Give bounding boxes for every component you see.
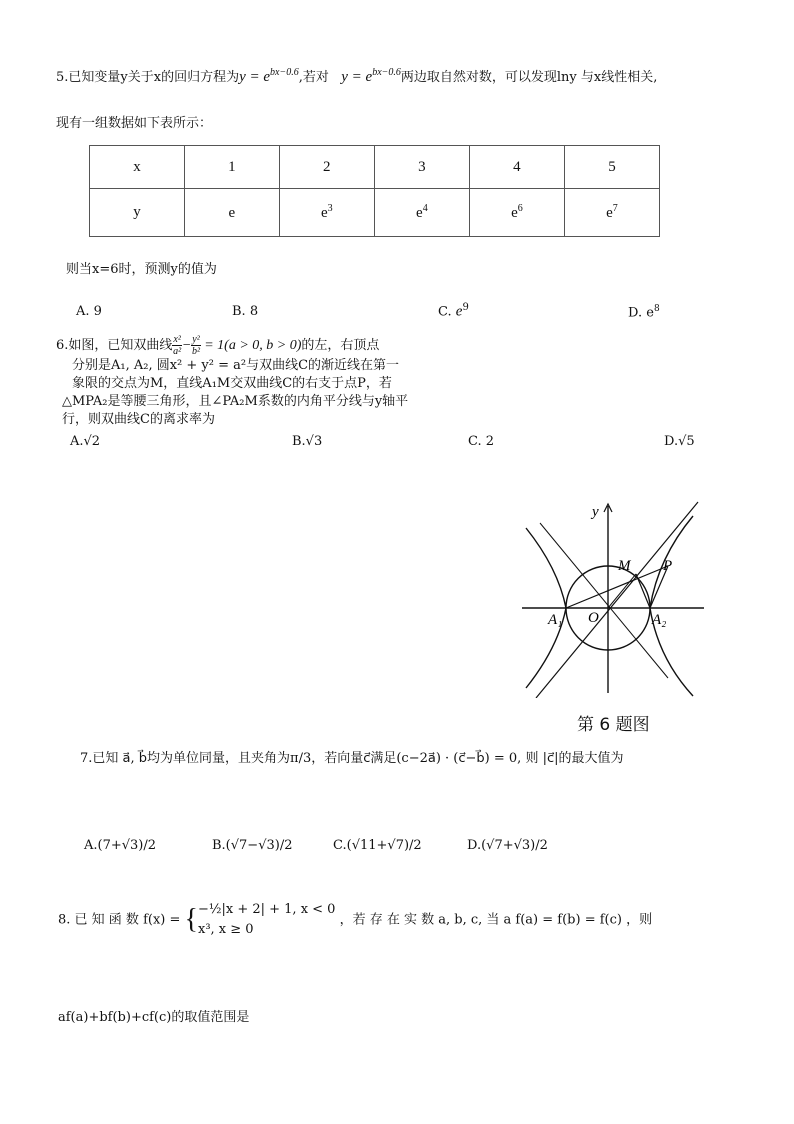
q8-brace: { — [184, 904, 198, 935]
q6-option-c: C. 2 — [468, 434, 495, 449]
table-cell: 5 — [564, 146, 659, 189]
q5-text-2: ,若对 — [298, 70, 329, 85]
label-p: P — [663, 558, 673, 574]
q6-option-a: A.√2 — [70, 434, 101, 449]
q5-question: 则当x=6时，预测y的值为 — [66, 262, 217, 277]
frac-den: b² — [192, 346, 201, 358]
q8-line1 — [58, 900, 652, 940]
y-base: e — [606, 205, 613, 222]
q5-option-b: B. 8 — [232, 304, 259, 319]
q5-equation-1 — [239, 69, 299, 85]
q7-option-b: B.(√7−√3)/2 — [212, 838, 293, 853]
q8-text-1: 8. 已 知 函 数 f(x) = — [58, 912, 181, 928]
label-o: O — [588, 610, 599, 626]
q5-option-d — [628, 304, 660, 320]
q7-line: 7.已知 a⃗, b⃗均为单位同量，且夹角为π/3，若向量c⃗满足(c−2a⃗) · (c⃗−b⃗) = 0, 则 |c⃗|的最大值为 — [80, 751, 624, 766]
hyperbola-right-branch — [650, 516, 693, 696]
label-y: y — [592, 504, 599, 520]
q5-eq2-exp: bx−0.6 — [372, 67, 401, 78]
table-cell — [374, 189, 469, 237]
q5-option-c — [438, 302, 469, 320]
y-base: e — [416, 205, 423, 222]
q7-option-a: A.(7+√3)/2 — [84, 838, 157, 853]
q6-line4: △MPA₂是等腰三角形，且∠PA₂M系数的内角平分线与y轴平 — [62, 394, 409, 409]
y-base: e — [320, 205, 328, 222]
q8-piecewise — [198, 900, 335, 940]
y-base: e — [228, 205, 236, 222]
frac-den: a² — [173, 346, 182, 358]
q6-option-d: D.√5 — [664, 434, 695, 449]
frac-num: x² — [173, 334, 181, 346]
q5-text-3: 两边取自然对数，可以发现lny 与x线性相关, — [400, 70, 658, 85]
table-cell: 3 — [374, 146, 469, 189]
q5-option-a: A. 9 — [76, 304, 102, 319]
label-a1: A₁ — [548, 612, 563, 628]
q6-line3: 象限的交点为M，直线A₁M交双曲线C的右支于点P，若 — [72, 376, 392, 391]
q5-eq1-base: y = e — [239, 69, 271, 85]
table-x-label: x — [90, 146, 185, 189]
y-exp: 6 — [517, 203, 523, 215]
q7-option-d: D.(√7+√3)/2 — [467, 838, 548, 853]
q5-line2: 现有一组数据如下表所示： — [56, 116, 213, 131]
table-cell: 1 — [184, 146, 279, 189]
table-cell: 2 — [279, 146, 374, 189]
q5-line1 — [56, 66, 657, 86]
q5-eq2-base: y = e — [341, 69, 373, 85]
table-cell — [279, 189, 374, 237]
q5-option-c-exp: 9 — [462, 302, 469, 313]
table-cell — [184, 189, 279, 237]
y-base: e — [511, 205, 518, 222]
q6-text-1: 6.如图，已知双曲线 — [56, 338, 173, 353]
q6-line5: 行，则双曲线C的离求率为 — [62, 412, 215, 427]
q5-option-c-base: e — [455, 303, 463, 320]
q5-option-d-base: e — [646, 305, 654, 321]
table-row — [90, 146, 660, 189]
q7-option-c: C.(√11+√7)/2 — [333, 838, 422, 853]
q5-text-1: 5.已知变量y关于x的回归方程为 — [56, 70, 240, 85]
label-m: M — [618, 558, 631, 574]
table-y-label: y — [90, 189, 185, 237]
q6-hyperbola-equation: $\frac{\text{x²}}{\text{a²}}$ − $\frac{\text{y²}}{\text{b²}}$ = 1(a > 0, b > 0) — [173, 334, 302, 358]
q6-figure-caption: 第 6 题图 — [577, 715, 650, 735]
frac-num: y² — [192, 334, 200, 346]
q8-piece-1: −½|x + 2| + 1, x < 0 — [197, 902, 336, 917]
y-exp: 3 — [327, 203, 333, 215]
q8-piece-2: x³, x ≥ 0 — [197, 922, 254, 937]
segment-m-a2 — [636, 574, 650, 608]
table-cell — [564, 189, 659, 237]
q5-option-d-label: D. — [628, 305, 643, 321]
table-cell — [469, 189, 564, 237]
label-a2: A₂ — [652, 612, 667, 628]
segment-o-m — [608, 574, 636, 608]
q6-line2: 分别是A₁, A₂, 圆x² + y² = a²与双曲线C的渐近线在第一 — [72, 358, 400, 373]
q6-text-2: 的左，右顶点 — [301, 338, 380, 353]
table-row — [90, 189, 660, 237]
y-exp: 7 — [612, 203, 618, 215]
q5-option-d-exp: 8 — [653, 304, 660, 314]
q5-data-table — [89, 145, 660, 237]
q8-line2: af(a)+bf(b)+cf(c)的取值范围是 — [58, 1010, 250, 1025]
q5-option-c-label: C. — [438, 304, 452, 320]
q5-eq1-exp: bx−0.6 — [270, 67, 299, 78]
q8-text-2: ，若 存 在 实 数 a, b, c, 当 a f(a) = f(b) = f(c) ，则 — [339, 912, 653, 928]
y-exp: 4 — [422, 203, 428, 215]
table-cell: 4 — [469, 146, 564, 189]
q5-equation-2 — [341, 69, 401, 85]
q6-figure — [518, 498, 708, 698]
q6-option-b: B.√3 — [292, 434, 323, 449]
hyperbola-diagram — [518, 498, 708, 698]
asymptote-1 — [536, 502, 698, 698]
